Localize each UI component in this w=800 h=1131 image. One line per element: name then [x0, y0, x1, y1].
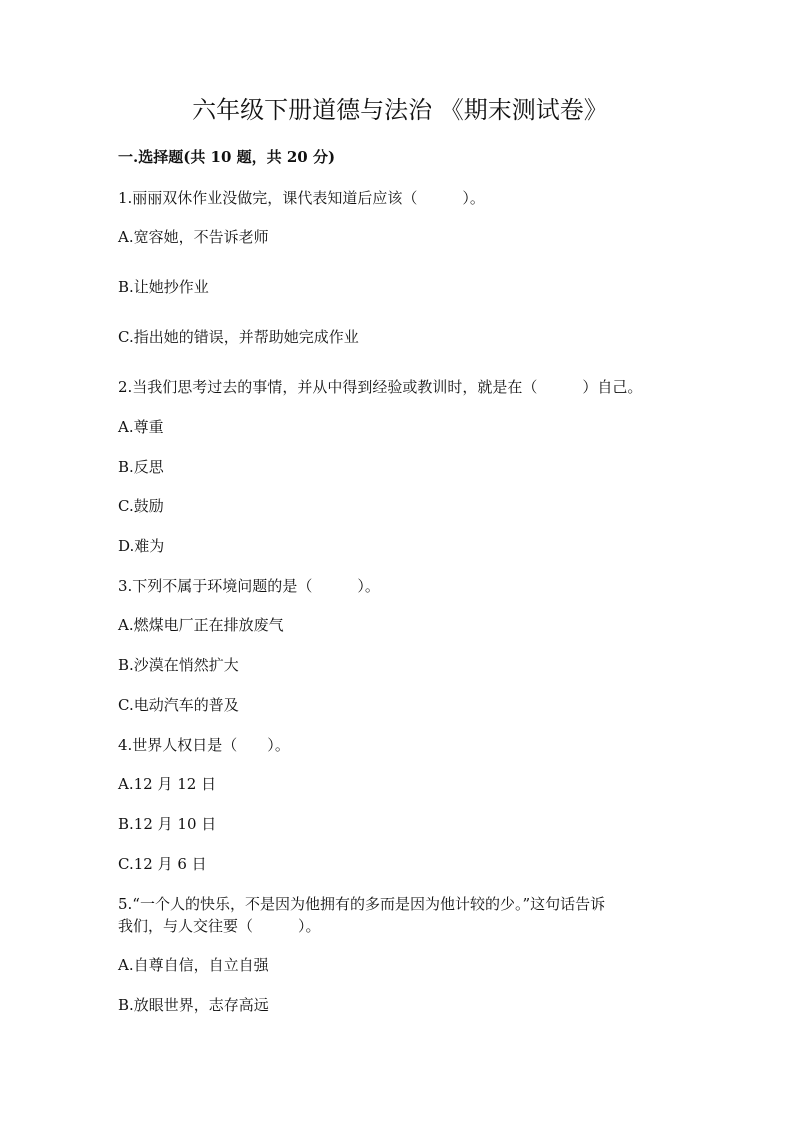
- question-stem-4: 4.世界人权日是（ ）。: [118, 736, 290, 754]
- question-4-option-a: A.12 月 12 日: [118, 775, 217, 793]
- question-1-option-a: A.宽容她，不告诉老师: [118, 228, 269, 246]
- question-2-option-d: D.难为: [118, 537, 165, 555]
- page-title: 六年级下册道德与法治 《期末测试卷》: [192, 96, 608, 124]
- question-stem-3: 3.下列不属于环境问题的是（ ）。: [118, 577, 380, 595]
- question-1-option-b: B.让她抄作业: [118, 278, 209, 296]
- question-stem-5: 5.“一个人的快乐，不是因为他拥有的多而是因为他计较的少。”这句话告诉: [118, 895, 606, 913]
- question-stem-5-continued: 我们，与人交往要（ ）。: [118, 917, 321, 935]
- question-2-option-b: B.反思: [118, 458, 164, 476]
- question-3-option-a: A.燃煤电厂正在排放废气: [118, 616, 284, 634]
- question-5-option-b: B.放眼世界，志存高远: [118, 996, 269, 1014]
- question-4-option-b: B.12 月 10 日: [118, 815, 217, 833]
- question-1-option-c: C.指出她的错误，并帮助她完成作业: [118, 328, 359, 346]
- question-2-option-a: A.尊重: [118, 418, 164, 436]
- section-heading: 一.选择题(共 10 题，共 20 分): [118, 148, 336, 166]
- question-3-option-b: B.沙漠在悄然扩大: [118, 656, 239, 674]
- question-3-option-c: C.电动汽车的普及: [118, 696, 239, 714]
- question-2-option-c: C.鼓励: [118, 497, 164, 515]
- question-stem-1: 1.丽丽双休作业没做完，课代表知道后应该（ ）。: [118, 189, 485, 207]
- question-4-option-c: C.12 月 6 日: [118, 855, 207, 873]
- question-stem-2: 2.当我们思考过去的事情，并从中得到经验或教训时，就是在（ ）自己。: [118, 378, 643, 396]
- question-5-option-a: A.自尊自信，自立自强: [118, 956, 269, 974]
